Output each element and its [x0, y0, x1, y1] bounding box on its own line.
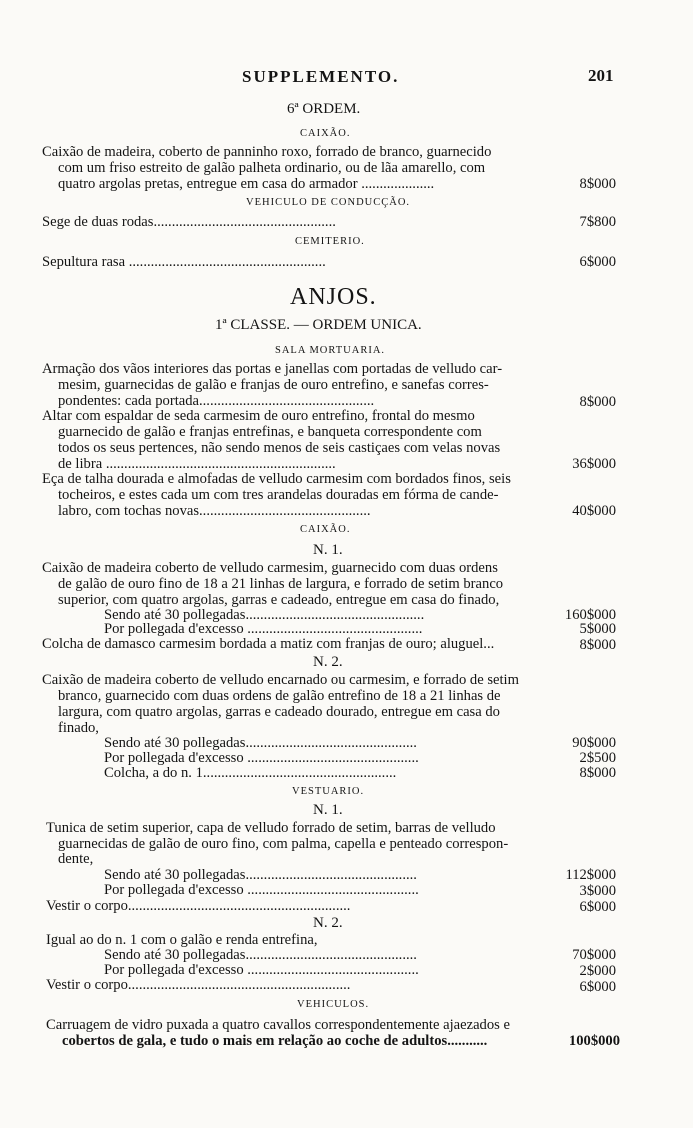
sepultura-line: Sepultura rasa ...................................................... — [42, 255, 326, 270]
caixao-n1-line-3: superior, com quatro argolas, garras e cadeado, entregue em casa do finado, — [58, 593, 500, 608]
subheading-sala-mortuaria: SALA MORTUARIA. — [275, 345, 386, 356]
armacao-line-3: pondentes: cada portada................................................ — [58, 394, 375, 409]
caixao-n2-sendo-price: 90$000 — [572, 735, 616, 751]
eca-price: 40$000 — [572, 503, 616, 519]
altar-line-1: Altar com espaldar de seda carmesim de ouro entrefino, frontal do mesmo — [42, 409, 475, 424]
vestuario-n1-por-price: 3$000 — [579, 883, 616, 899]
eca-line-1: Eça de talha dourada e almofadas de velludo carmesim com bordados finos, seis — [42, 472, 511, 487]
vestuario-n1-label: N. 1. — [313, 802, 343, 818]
carruagem-price: 100$000 — [568, 1033, 620, 1049]
subheading-caixao-anjos: CAIXÃO. — [300, 524, 351, 535]
altar-line-3: todos os seus pertences, não sendo menos de seis castiçaes com velas novas — [58, 441, 501, 456]
caixao-line-1: Caixão de madeira, coberto de panninho roxo, forrado de branco, guarnecido — [42, 145, 492, 160]
section-heading-6-ordem: 6ª ORDEM. — [287, 101, 361, 117]
caixao-n1-por-price: 5$000 — [579, 621, 616, 637]
eca-line-2: tocheiros, e estes cada um com tres arandelas douradas em fórma de cande- — [58, 488, 499, 503]
caixao-n2-line-1: Caixão de madeira coberto de velludo encarnado ou carmesim, e forrado de setim — [42, 673, 519, 688]
caixao-n2-por-line: Por pollegada d'excesso ............................................... — [104, 751, 419, 766]
vestuario-n1-line-2: guarnecidas de galão de ouro fino, com palma, capella e penteado correspon- — [58, 837, 509, 852]
vestuario-n2-sendo-price: 70$000 — [572, 947, 616, 963]
caixao-n2-por-price: 2$500 — [579, 750, 616, 766]
subheading-cemiterio: CEMITERIO. — [295, 236, 365, 247]
subheading-vehiculos: VEHICULOS. — [297, 999, 370, 1010]
altar-line-2: guarnecido de galão e franjas entrefinas, e banqueta correspondente com — [58, 425, 482, 440]
subheading-caixao: CAIXÃO. — [300, 128, 351, 139]
carruagem-line-1: Carruagem de vidro puxada a quatro cavallos correspondentemente ajaezados e — [46, 1018, 510, 1033]
sege-line: Sege de duas rodas.................................................. — [42, 215, 336, 230]
vestuario-n2-por-price: 2$000 — [579, 963, 616, 979]
armacao-price: 8$000 — [579, 394, 616, 410]
vestuario-n1-line-3: dente, — [58, 852, 94, 867]
page-number: 201 — [588, 66, 614, 85]
armacao-line-1: Armação dos vãos interiores das portas e janellas com portadas de velludo car- — [42, 362, 503, 377]
caixao-n1-line-1: Caixão de madeira coberto de velludo carmesim, guarnecido com duas ordens — [42, 561, 498, 576]
vestuario-n1-vestir-line: Vestir o corpo............................................................. — [46, 899, 351, 914]
anjos-classe-heading: 1ª CLASSE. — ORDEM UNICA. — [215, 317, 422, 333]
colcha-line: Colcha de damasco carmesim bordada a matiz com franjas de ouro; aluguel... — [42, 637, 495, 652]
vestuario-n1-vestir-price: 6$000 — [579, 899, 616, 915]
subheading-vestuario: VESTUARIO. — [292, 786, 365, 797]
sege-price: 7$800 — [579, 214, 616, 230]
carruagem-line-2: cobertos de gala, e tudo o mais em relação ao coche de adultos........... — [62, 1034, 488, 1049]
caixao-n1-por-line: Por pollegada d'excesso ................................................ — [104, 622, 423, 637]
altar-line-4: de libra ............................................................... — [58, 457, 336, 472]
vestuario-n2-vestir-price: 6$000 — [579, 979, 616, 995]
caixao-price: 8$000 — [579, 176, 616, 192]
caixao-n2-line-3: largura, com quatro argolas, garras e cadeado dourado, entregue em casa do — [58, 705, 500, 720]
caixao-line-2: com um friso estreito de galão palheta ordinario, ou de lãa amarello, com — [58, 161, 486, 176]
vestuario-n2-por-line: Por pollegada d'excesso ............................................... — [104, 963, 419, 978]
caixao-n1-sendo-line: Sendo até 30 pollegadas................................................. — [104, 608, 425, 623]
vestuario-n2-label: N. 2. — [313, 915, 343, 931]
anjos-title: ANJOS. — [290, 284, 377, 310]
running-head-title: SUPPLEMENTO. — [242, 67, 400, 86]
caixao-n2-label: N. 2. — [313, 654, 343, 670]
caixao-n2-sendo-line: Sendo até 30 pollegadas............................................... — [104, 736, 417, 751]
caixao-n1-label: N. 1. — [313, 542, 343, 558]
altar-price: 36$000 — [572, 456, 616, 472]
caixao-n1-sendo-price: 160$000 — [564, 607, 616, 623]
sepultura-price: 6$000 — [579, 254, 616, 270]
vestuario-n2-vestir-line: Vestir o corpo............................................................. — [46, 978, 351, 993]
vestuario-n2-sendo-line: Sendo até 30 pollegadas............................................... — [104, 948, 417, 963]
colcha-price: 8$000 — [579, 637, 616, 653]
eca-line-3: labro, com tochas novas............................................... — [58, 504, 371, 519]
caixao-n2-colcha-line: Colcha, a do n. 1..................................................... — [104, 766, 397, 781]
vestuario-n1-sendo-price: 112$000 — [565, 867, 616, 883]
caixao-line-3: quatro argolas pretas, entregue em casa do armador .................... — [58, 177, 435, 192]
caixao-n2-line-2: branco, guarnecido com duas ordens de galão entrefino de 18 a 21 linhas de — [58, 689, 501, 704]
caixao-n2-colcha-price: 8$000 — [579, 765, 616, 781]
subheading-vehiculo: VEHICULO DE CONDUCÇÃO. — [246, 197, 411, 208]
vestuario-n1-por-line: Por pollegada d'excesso ............................................... — [104, 883, 419, 898]
vestuario-n1-sendo-line: Sendo até 30 pollegadas............................................... — [104, 868, 417, 883]
caixao-n1-line-2: de galão de ouro fino de 18 a 21 linhas de largura, e forrado de setim branco — [58, 577, 504, 592]
caixao-n2-line-4: finado, — [58, 721, 99, 736]
vestuario-n2-line: Igual ao do n. 1 com o galão e renda entrefina, — [46, 933, 318, 948]
vestuario-n1-line-1: Tunica de setim superior, capa de velludo forrado de setim, barras de velludo — [46, 821, 496, 836]
armacao-line-2: mesim, guarnecidas de galão e franjas de ouro entrefino, e sanefas corres- — [58, 378, 489, 393]
